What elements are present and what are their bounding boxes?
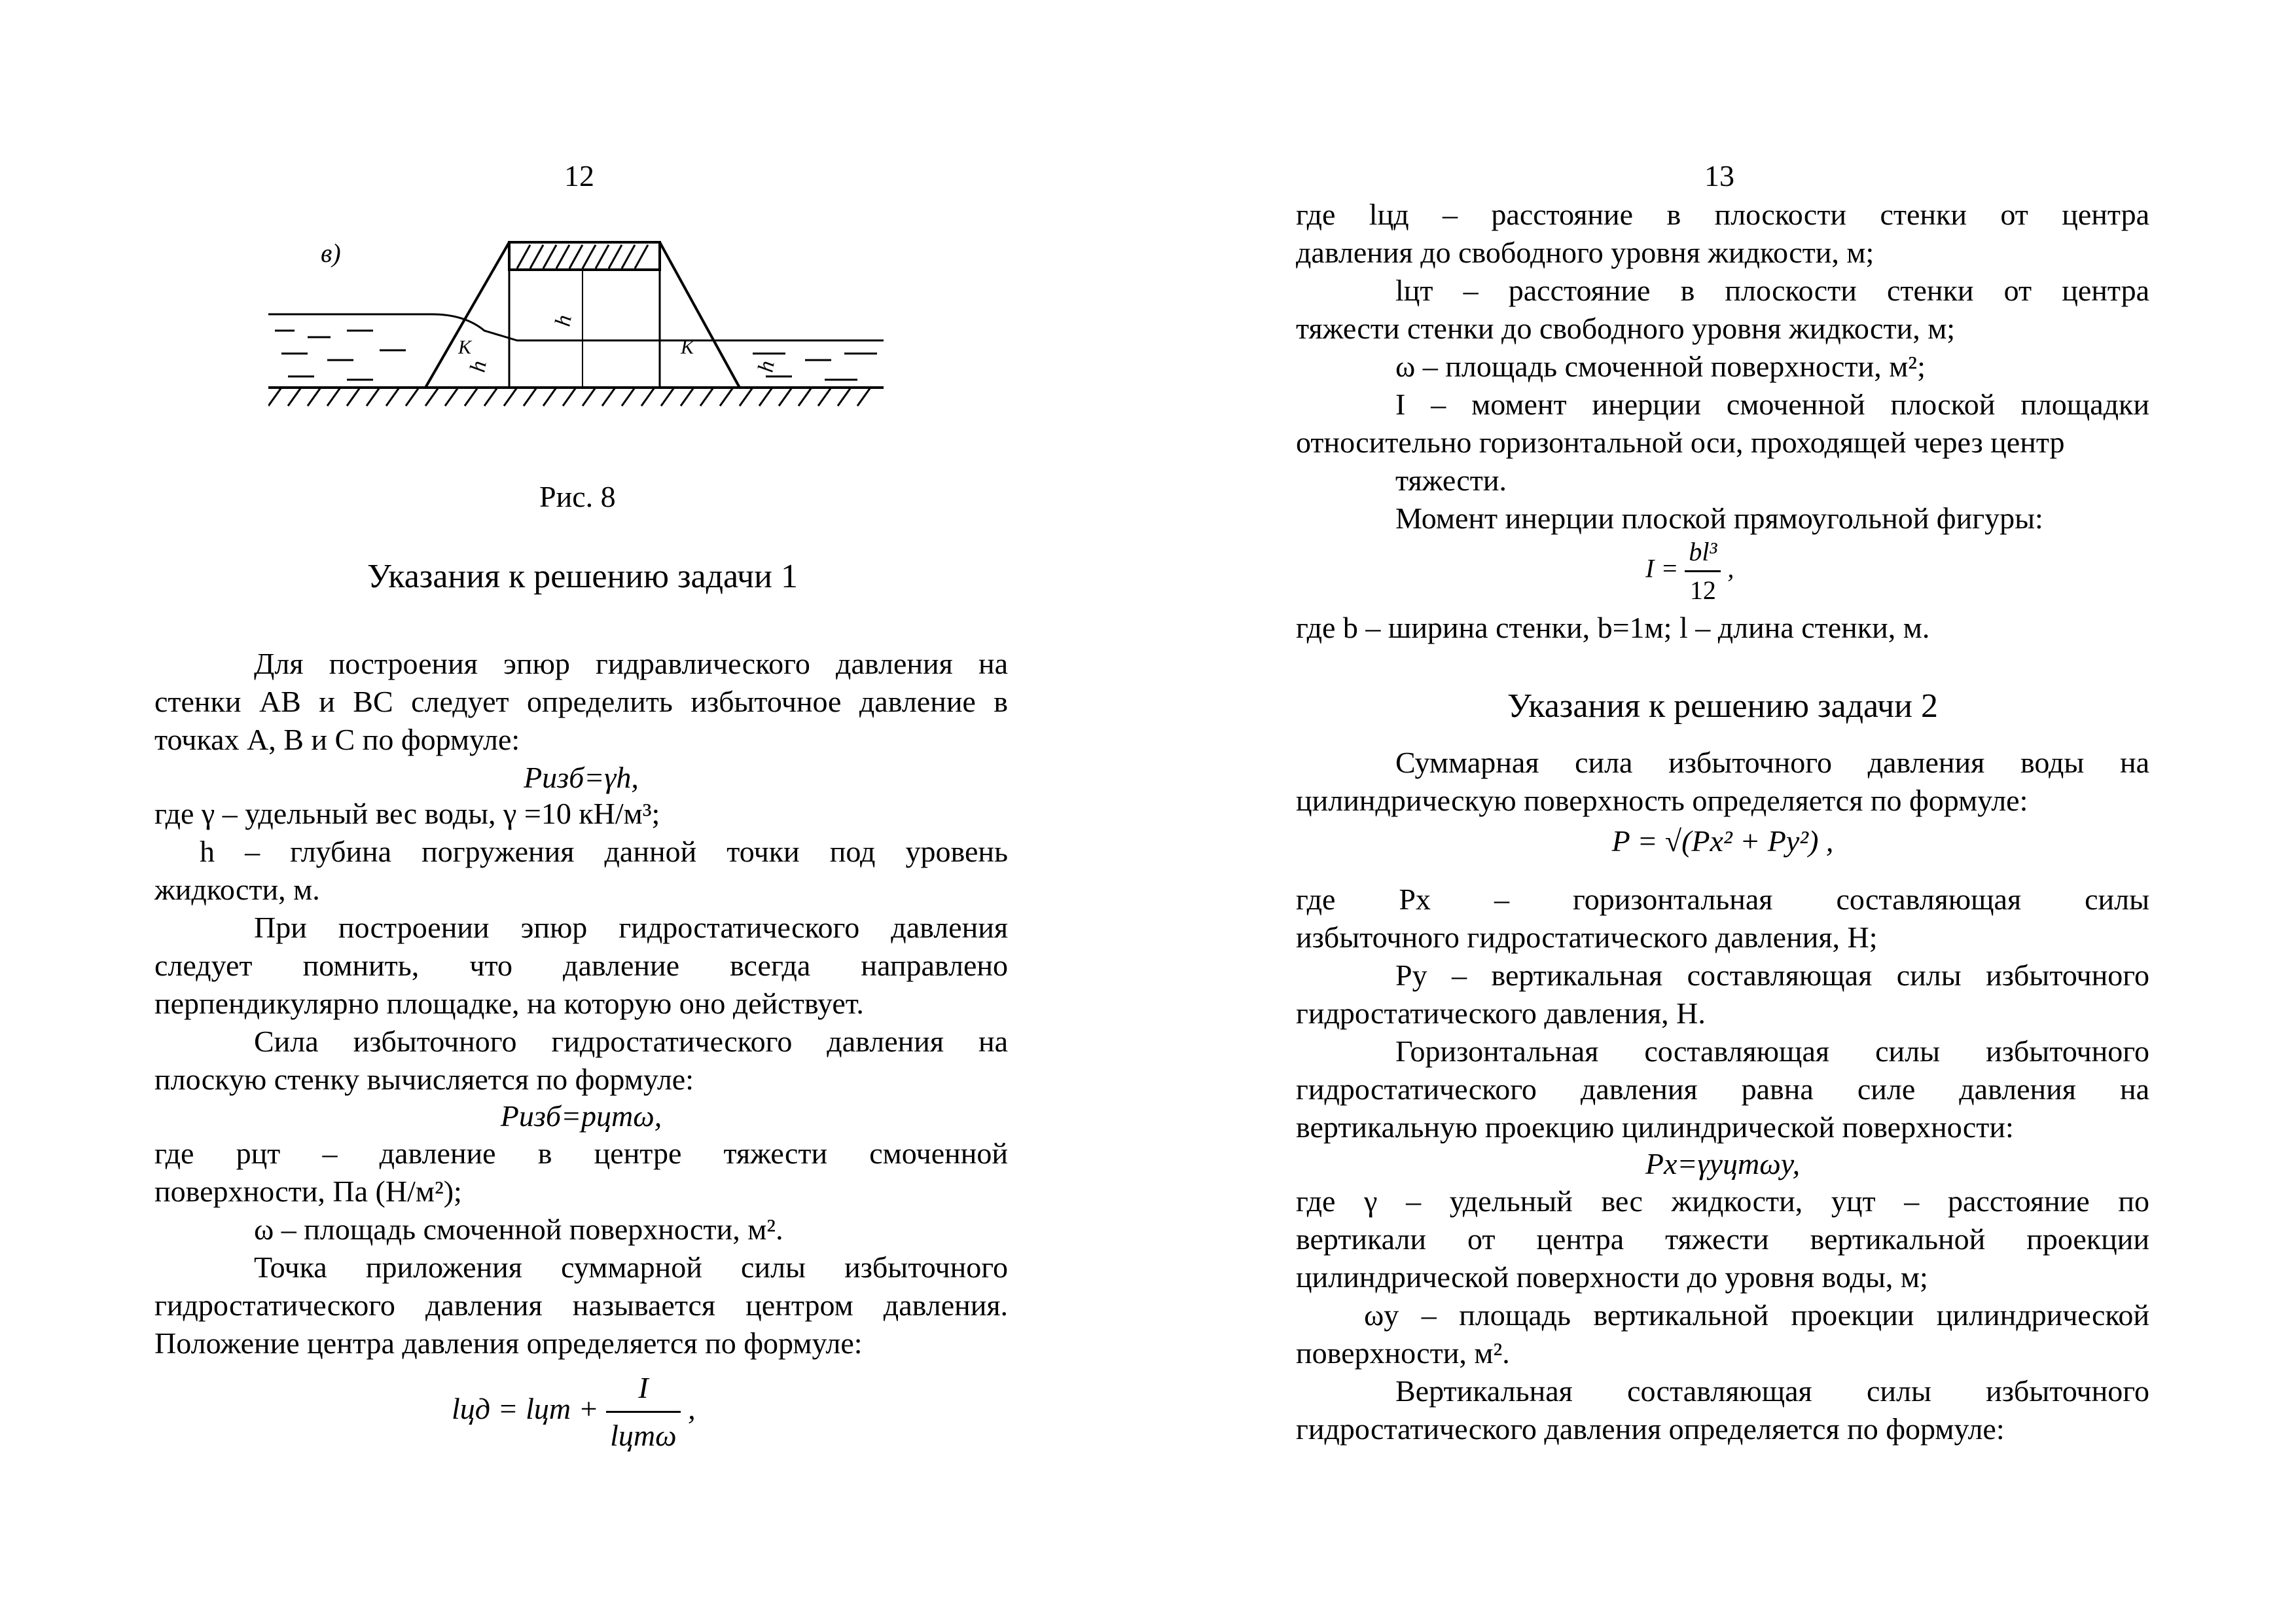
paragraph-line: тяжести стенки до свободного уровня жидкости, м;	[1296, 312, 1956, 345]
paragraph-line: ωy – площадь вертикальной проекции цилиндрической	[1364, 1298, 2149, 1332]
paragraph-line: Сила избыточного гидростатического давления на	[254, 1025, 1008, 1058]
paragraph-line: следует помнить, что давление всегда направлено	[154, 949, 1008, 982]
formula-total-force: P = √(Px² + Py²) ,	[1611, 824, 1834, 858]
dam-figure	[268, 223, 884, 419]
paragraph-line: h – глубина погружения данной точки под уровень	[200, 835, 1008, 868]
paragraph-line: жидкости, м.	[154, 873, 320, 906]
label-k1: K	[458, 337, 472, 358]
right-page	[1148, 0, 2296, 1623]
paragraph-line: I – момент инерции смоченной плоской площадки	[1395, 388, 2149, 421]
figure-caption: Рис. 8	[539, 480, 616, 513]
paragraph-line: ω – площадь смоченной поверхности, м²;	[1395, 350, 1926, 383]
page-number: 12	[564, 159, 594, 192]
paragraph-line: Момент инерции плоской прямоугольной фигуры:	[1395, 501, 2043, 535]
paragraph-line: стенки АВ и ВС следует определить избыточное давление в	[154, 685, 1008, 718]
paragraph-line: где γ – удельный вес жидкости, yцт – расстояние по	[1296, 1184, 2149, 1218]
formula-horizontal-force: Px=γyцтωy,	[1645, 1147, 1801, 1180]
fraction-denominator: lцтω	[610, 1419, 677, 1452]
paragraph-line: Суммарная сила избыточного давления воды на	[1395, 746, 2149, 779]
paragraph-line: вертикали от центра тяжести вертикальной проекции	[1296, 1222, 2149, 1256]
paragraph-line: Для построения эпюр гидравлического давления на	[254, 647, 1008, 680]
formula-force: Pизб=pцтω,	[500, 1099, 662, 1133]
paragraph-line: плоскую стенку вычисляется по формуле:	[154, 1063, 694, 1096]
figure-label: в)	[321, 238, 341, 268]
paragraph-line: относительно горизонтальной оси, проходящей через центр	[1296, 426, 2065, 459]
fraction-denominator: 12	[1689, 575, 1716, 605]
paragraph-line: цилиндрической поверхности до уровня воды, м;	[1296, 1260, 1928, 1294]
paragraph-line: избыточного гидростатического давления, Н;	[1296, 921, 1878, 954]
paragraph-line: ω – площадь смоченной поверхности, м².	[254, 1213, 783, 1246]
downstream-slope	[660, 242, 740, 388]
ground-hatch	[268, 388, 870, 406]
paragraph-line: где Px – горизонтальная составляющая силы	[1296, 883, 2149, 916]
water-dashes	[275, 331, 877, 380]
formula-pressure: Pизб=γh,	[524, 761, 639, 794]
fraction-numerator: bl³	[1685, 534, 1721, 572]
paragraph-line: lцт – расстояние в плоскости стенки от центра	[1395, 274, 2149, 307]
formula-center-pressure	[452, 1365, 696, 1459]
paragraph-line: давления до свободного уровня жидкости, м;	[1296, 236, 1874, 269]
section-heading: Указания к решению задачи 1	[367, 558, 798, 595]
crest-hatch	[517, 245, 648, 268]
fraction-numerator: I	[606, 1365, 680, 1413]
paragraph-line: Вертикальная составляющая силы избыточного	[1395, 1374, 2149, 1408]
page-number: 13	[1704, 159, 1734, 192]
paragraph-line: Точка приложения суммарной силы избыточного	[254, 1250, 1008, 1284]
paragraph-line: цилиндрическую поверхность определяется по формуле:	[1296, 784, 2028, 817]
paragraph-line: где pцт – давление в центре тяжести смоченной	[154, 1137, 1008, 1170]
paragraph-line: При построении эпюр гидростатического давления	[254, 911, 1008, 944]
formula-fraction	[606, 1365, 680, 1459]
label-hp: h	[753, 359, 780, 374]
formula-tail: ,	[688, 1392, 696, 1426]
formula-moment-inertia	[1645, 534, 1734, 609]
label-hk: h	[465, 359, 492, 374]
paragraph-line: вертикальную проекцию цилиндрической поверхности:	[1296, 1110, 2014, 1144]
formula-tail: ,	[1727, 553, 1734, 583]
paragraph-line: поверхности, м².	[1296, 1336, 1510, 1370]
paragraph-line: гидростатического давления, Н.	[1296, 996, 1706, 1030]
formula-fraction	[1685, 534, 1721, 609]
label-k2: K	[681, 337, 694, 358]
formula-lhs: lцд = lцт +	[452, 1392, 599, 1426]
paragraph-line: где γ – удельный вес воды, γ =10 кН/м³;	[154, 797, 660, 830]
paragraph-line: тяжести.	[1395, 464, 1507, 497]
section-heading: Указания к решению задачи 2	[1507, 687, 1939, 725]
formula-lhs: I =	[1645, 553, 1679, 583]
paragraph-line: гидростатического давления равна силе давления на	[1296, 1072, 2149, 1106]
paragraph-line: где b – ширина стенки, b=1м; l – длина стенки, м.	[1296, 611, 1930, 644]
paragraph-line: Положение центра давления определяется по формуле:	[154, 1326, 863, 1360]
paragraph-line: поверхности, Па (Н/м²);	[154, 1175, 462, 1208]
paragraph-line: перпендикулярно площадке, на которую оно действует.	[154, 987, 864, 1020]
paragraph-line: гидростатического давления называется центром давления.	[154, 1288, 1008, 1322]
paragraph-line: гидростатического давления определяется по формуле:	[1296, 1412, 2005, 1446]
paragraph-line: Горизонтальная составляющая силы избыточного	[1395, 1034, 2149, 1068]
label-hm: h	[550, 313, 577, 329]
paragraph-line: где lцд – расстояние в плоскости стенки от центра	[1296, 198, 2149, 231]
paragraph-line: Py – вертикальная составляющая силы избыточного	[1395, 958, 2149, 992]
paragraph-line: точках А, В и С по формуле:	[154, 723, 520, 756]
